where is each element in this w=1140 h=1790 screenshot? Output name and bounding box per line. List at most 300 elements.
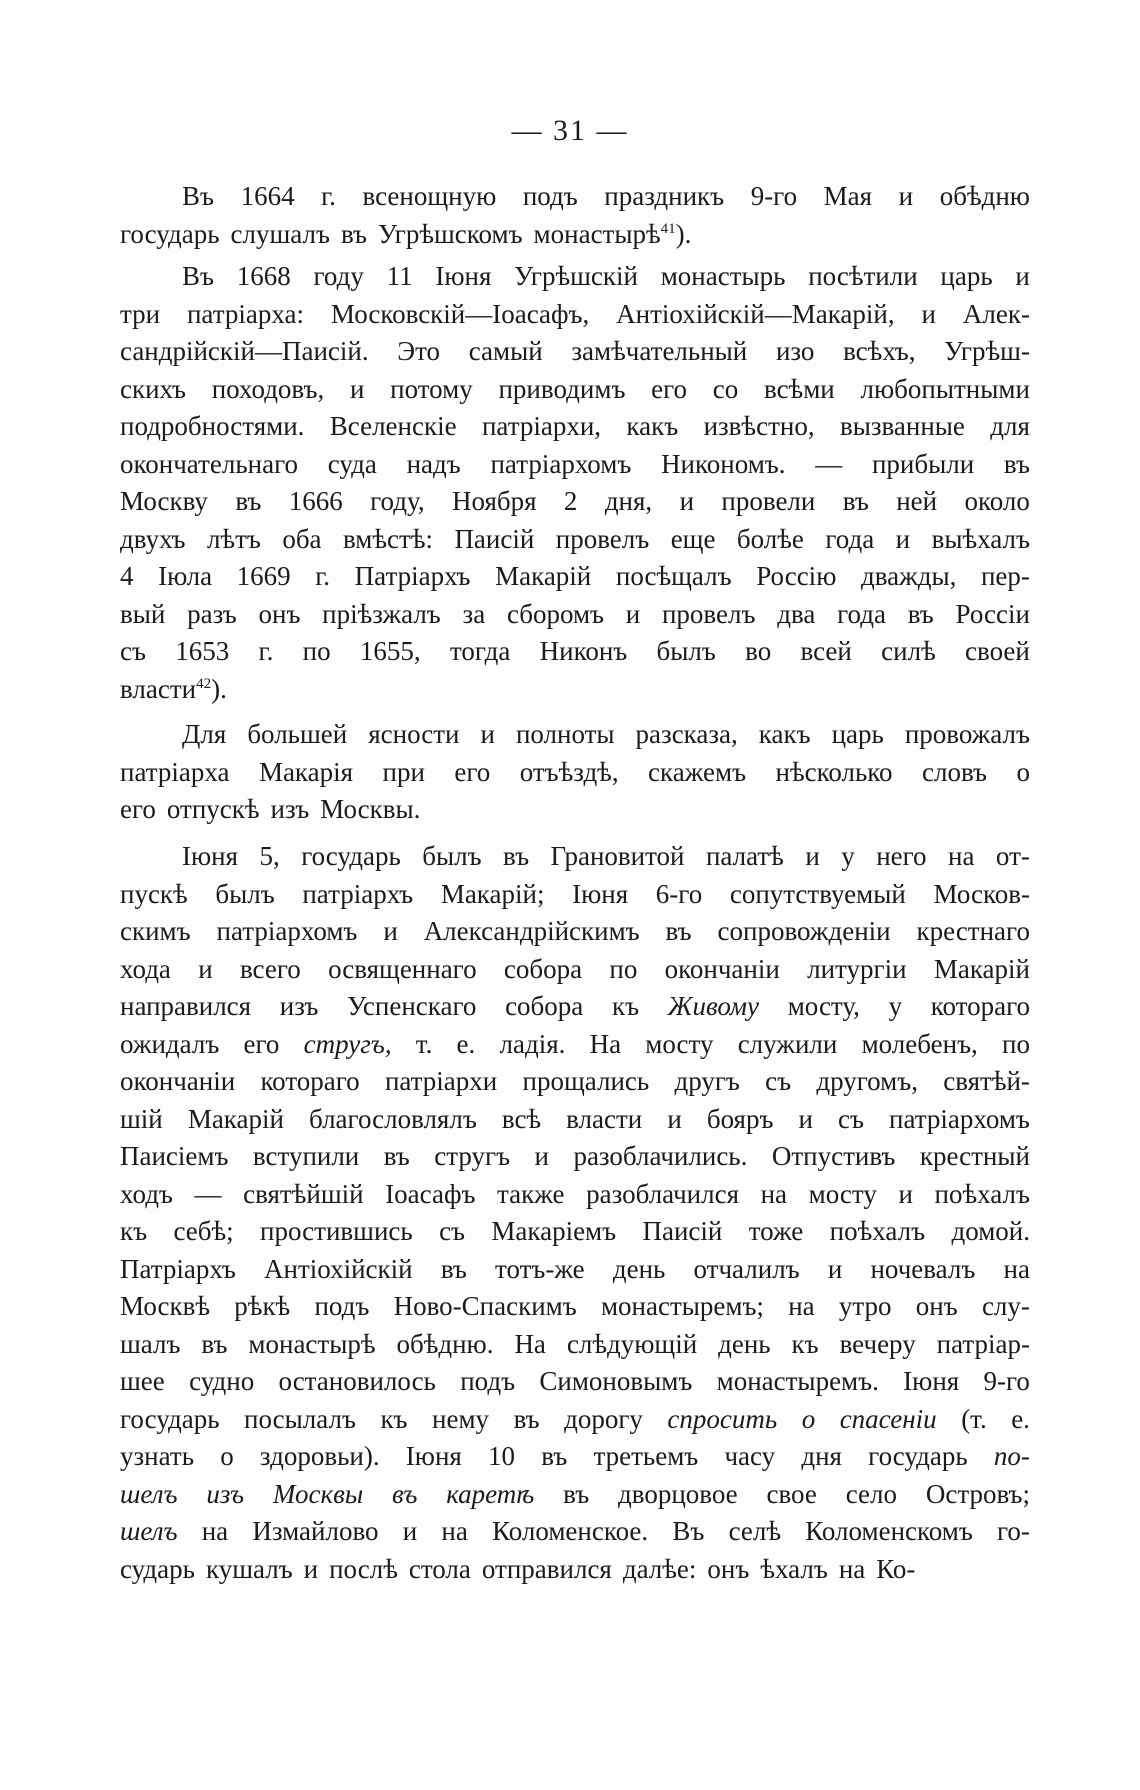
italic-word: по- xyxy=(993,1441,1030,1471)
word: по xyxy=(609,953,638,984)
text-line xyxy=(120,178,1030,216)
word: сударь xyxy=(120,1553,195,1584)
word: два xyxy=(777,598,816,629)
word: служили xyxy=(737,1028,838,1059)
word: провожалъ xyxy=(904,719,1030,749)
text-line xyxy=(120,988,1030,1026)
word: Въ xyxy=(182,181,214,211)
word: всѣ xyxy=(501,1103,542,1134)
word: 1669 xyxy=(236,561,291,591)
word: прибыли xyxy=(871,448,975,479)
word: отъѣздѣ, xyxy=(519,756,619,787)
word: ѣхалъ xyxy=(760,1553,828,1584)
word: изъ xyxy=(270,794,310,824)
text-line xyxy=(120,1288,1030,1326)
word: со xyxy=(712,373,739,404)
word: дорогу xyxy=(564,1403,643,1434)
italic-word: Москвы xyxy=(272,1478,364,1509)
word: и xyxy=(921,298,936,329)
word: освященнаго xyxy=(328,953,477,984)
word: день xyxy=(718,1328,771,1359)
word: на xyxy=(838,1553,866,1584)
word: ходъ xyxy=(120,1178,173,1209)
word: государь xyxy=(120,218,220,249)
text-line xyxy=(120,838,1030,876)
word: 1666 xyxy=(288,486,343,516)
word: дважды, xyxy=(860,561,957,591)
word: — xyxy=(815,448,843,479)
word: е. xyxy=(1011,1403,1030,1434)
text-line xyxy=(120,296,1030,334)
word: въ xyxy=(235,486,262,516)
word: посѣщалъ xyxy=(615,561,732,591)
text-line xyxy=(120,1401,1030,1439)
footnote-ref: 42 xyxy=(196,675,212,692)
word: извѣстно, xyxy=(703,411,815,441)
paragraph-1 xyxy=(120,178,1030,253)
word: Патріархъ xyxy=(354,561,471,591)
italic-word: о xyxy=(801,1403,816,1434)
word: своей xyxy=(965,636,1030,666)
word: отчалилъ xyxy=(693,1253,800,1284)
word: суда xyxy=(327,448,377,479)
text-line xyxy=(120,1513,1030,1551)
word: — xyxy=(194,1178,222,1209)
word: патріар- xyxy=(936,1328,1030,1359)
word: 5, xyxy=(259,841,280,871)
italic-word: стругъ, xyxy=(303,1028,392,1059)
word: монастырь xyxy=(660,261,786,291)
word: государь xyxy=(120,1403,220,1434)
word: Іюня xyxy=(405,1441,462,1471)
word: въ xyxy=(513,1403,540,1434)
text-line xyxy=(120,951,1030,989)
word: домой. xyxy=(951,1216,1030,1246)
italic-word: шелъ xyxy=(120,1478,178,1509)
paragraph-2 xyxy=(120,258,1030,708)
word: сопутствуемый xyxy=(729,878,906,909)
word: всенощную xyxy=(362,181,497,211)
word: 4 xyxy=(120,561,134,591)
word: Россію xyxy=(756,561,837,591)
word: дня xyxy=(801,1441,842,1471)
word: Ново-Спаскимъ xyxy=(393,1291,577,1321)
word: разъ xyxy=(187,598,237,629)
word: вмѣстѣ: xyxy=(343,523,433,554)
word: поѣхалъ xyxy=(934,1178,1030,1209)
word: 2 xyxy=(563,486,578,516)
word: Отпустивъ xyxy=(771,1141,896,1171)
word: 1668 xyxy=(236,261,291,291)
word: Островъ; xyxy=(925,1478,1030,1509)
word: нѣсколько xyxy=(775,756,893,787)
word: слушалъ xyxy=(230,218,330,249)
word: тогда xyxy=(449,636,511,666)
word: Макарій xyxy=(933,953,1030,984)
word: года xyxy=(837,598,886,629)
word: ясности xyxy=(368,719,460,749)
word: онъ xyxy=(258,598,301,629)
word: мосту xyxy=(645,1028,714,1059)
text-line xyxy=(120,333,1030,371)
word: въ xyxy=(1003,448,1030,479)
word: и xyxy=(667,1103,682,1134)
word: хода xyxy=(120,953,171,984)
word: узнать xyxy=(120,1441,195,1471)
word: Грановитой xyxy=(550,841,685,871)
word: былъ xyxy=(656,636,716,666)
text-line xyxy=(120,1551,1030,1589)
word: Симоновымъ xyxy=(539,1366,693,1396)
text-line xyxy=(120,633,1030,671)
word: болѣе xyxy=(736,523,804,554)
word: Никонъ xyxy=(539,636,628,666)
word: часу xyxy=(724,1441,776,1471)
word: шій xyxy=(120,1103,163,1134)
word: Макарій; xyxy=(440,878,545,909)
word: и xyxy=(349,373,365,404)
word: патріархъ xyxy=(302,878,414,909)
word: Іюня xyxy=(903,1366,960,1396)
text-line xyxy=(120,1213,1030,1251)
word: провели xyxy=(721,486,816,516)
word: ладія. xyxy=(499,1028,566,1059)
word: Александрійскимъ xyxy=(423,916,640,946)
word: и xyxy=(625,598,641,629)
word: Москов- xyxy=(933,878,1030,909)
word: Антіохійскій—Макарій, xyxy=(616,298,895,329)
word: къ xyxy=(791,1328,819,1359)
word: онъ xyxy=(915,1291,958,1321)
word: на xyxy=(788,1291,815,1321)
word: другъ xyxy=(674,1066,740,1096)
word: на xyxy=(201,1516,229,1546)
word: къ xyxy=(611,991,640,1021)
word: Въ xyxy=(182,261,214,291)
word: окончаніи xyxy=(664,953,780,984)
text-line xyxy=(120,876,1030,914)
text-line xyxy=(120,371,1030,409)
word: нему xyxy=(432,1403,490,1434)
word: его xyxy=(651,373,688,404)
word: власти$^{42}$). xyxy=(120,673,227,704)
word: Макарій xyxy=(187,1103,284,1134)
word: государь xyxy=(301,841,401,871)
word: бояръ xyxy=(706,1103,774,1134)
word: у xyxy=(888,991,903,1021)
word: Іюня xyxy=(435,261,492,291)
word: утро xyxy=(838,1291,892,1321)
italic-word: спасеніи xyxy=(839,1403,937,1434)
word: село xyxy=(845,1478,897,1509)
word: подробностями. xyxy=(120,411,305,441)
text-line xyxy=(120,791,1030,829)
word: патріархомъ xyxy=(490,448,632,479)
word: кушалъ xyxy=(205,1553,293,1584)
word: Вселенскіе xyxy=(329,411,457,441)
italic-word: изъ xyxy=(206,1478,245,1509)
word: Антіохійскій xyxy=(264,1253,413,1284)
italic-word: въ xyxy=(391,1478,418,1509)
word: былъ xyxy=(215,878,275,909)
word: замѣчательный xyxy=(571,336,748,366)
word: палатѣ xyxy=(705,841,784,871)
word: въ xyxy=(907,598,934,629)
word: т. xyxy=(415,1028,433,1059)
paragraph-3 xyxy=(120,716,1030,829)
word: и xyxy=(303,1553,319,1584)
word: въ xyxy=(842,486,869,516)
word: святѣй- xyxy=(943,1066,1030,1096)
word: собора xyxy=(503,953,583,984)
word: и xyxy=(898,181,914,211)
word: подъ xyxy=(522,181,578,211)
word: царь xyxy=(831,719,884,749)
word: всѣми xyxy=(763,373,835,404)
word: обѣдню. xyxy=(396,1328,494,1359)
word: Москвѣ xyxy=(120,1291,211,1321)
word: пер- xyxy=(980,561,1030,591)
word: праздникъ xyxy=(604,181,725,211)
word: патріархомъ xyxy=(216,916,358,946)
text-line xyxy=(120,1363,1030,1401)
word: около xyxy=(964,486,1030,516)
word: Алек- xyxy=(962,298,1030,329)
word: Іюня xyxy=(572,878,629,909)
word: разоблачились. xyxy=(573,1141,748,1171)
text-line xyxy=(120,671,1030,709)
word: еще xyxy=(670,523,716,554)
word: лѣтъ xyxy=(206,523,261,554)
word: 11 xyxy=(386,261,413,291)
word: Паисій xyxy=(454,523,535,554)
word: въ xyxy=(201,1328,228,1359)
word: разоблачился xyxy=(586,1178,739,1209)
word: окончательнаго xyxy=(120,448,298,479)
word: провелъ xyxy=(555,523,650,554)
word: и xyxy=(383,916,398,946)
word: здоровьи). xyxy=(259,1441,380,1471)
word: любопытными xyxy=(860,373,1030,404)
word: поѣхалъ xyxy=(829,1216,926,1246)
word: молебенъ, xyxy=(861,1028,978,1059)
word: въ xyxy=(503,841,530,871)
word: 1664 xyxy=(240,181,295,211)
word: на xyxy=(1003,1253,1030,1284)
word: походовъ, xyxy=(211,373,325,404)
text-line xyxy=(120,1251,1030,1289)
word: и xyxy=(805,841,820,871)
word: от- xyxy=(995,841,1030,871)
word: во xyxy=(745,636,772,666)
word: отправился xyxy=(481,1553,612,1584)
word: Для xyxy=(182,719,227,749)
word: двухъ xyxy=(120,523,186,554)
word: го- xyxy=(997,1516,1030,1546)
word: рѣкѣ xyxy=(234,1291,291,1321)
word: шее xyxy=(120,1366,165,1396)
word: въ xyxy=(563,1478,590,1509)
text-line xyxy=(120,258,1030,296)
word: него xyxy=(876,841,927,871)
word: монастыремъ; xyxy=(600,1291,764,1321)
word: е. xyxy=(456,1028,476,1059)
word: за xyxy=(462,598,486,629)
footnote-ref: 41 xyxy=(660,220,676,237)
word: Россіи xyxy=(955,598,1030,629)
word: у xyxy=(841,841,855,871)
page-number: — 31 — xyxy=(511,114,629,147)
word: дня, xyxy=(604,486,653,516)
paragraph-4 xyxy=(120,838,1030,1588)
word: о xyxy=(1016,756,1030,787)
word: котораго xyxy=(260,1066,360,1096)
text-line xyxy=(120,1438,1030,1476)
word: крестный xyxy=(919,1141,1030,1171)
word: какъ xyxy=(758,719,811,749)
word: пускѣ xyxy=(120,878,188,909)
text-line xyxy=(120,596,1030,634)
word: дворцовое xyxy=(618,1478,738,1509)
word: г. xyxy=(321,181,336,211)
word: посылалъ xyxy=(244,1403,356,1434)
word: Ноября xyxy=(451,486,537,516)
text-line xyxy=(120,1063,1030,1101)
word: котораго xyxy=(930,991,1030,1021)
word: скажемъ xyxy=(648,756,747,787)
word: при xyxy=(382,756,425,787)
word: Паисій xyxy=(642,1216,723,1246)
text-line xyxy=(120,716,1030,754)
word: ожидалъ xyxy=(120,1028,220,1059)
word: святѣйшій xyxy=(243,1178,364,1209)
word: собора xyxy=(505,991,584,1021)
word: Іоасафъ xyxy=(385,1178,476,1209)
word: государь xyxy=(868,1441,968,1471)
word: окончаніи xyxy=(120,1066,236,1096)
word: Московскій—Іоасафъ, xyxy=(330,298,590,329)
word: селѣ xyxy=(728,1516,782,1546)
word: съ xyxy=(838,1103,864,1134)
word: монастыремъ. xyxy=(716,1366,879,1396)
word: года xyxy=(825,523,875,554)
word: подъ xyxy=(460,1366,516,1396)
word: Макарій xyxy=(495,561,592,591)
word: всей xyxy=(800,636,852,666)
word: къ xyxy=(120,1216,148,1246)
word: день xyxy=(612,1253,666,1284)
word: патріархи, xyxy=(481,411,602,441)
word: его xyxy=(454,756,491,787)
word: патріархи xyxy=(384,1066,498,1096)
word: 6-го xyxy=(655,878,703,909)
word: г. xyxy=(315,561,331,591)
word: Измайлово xyxy=(252,1516,379,1546)
word: третьемъ xyxy=(593,1441,699,1471)
word: и xyxy=(1015,261,1030,291)
word: оба xyxy=(282,523,322,554)
word: пріѣзжалъ xyxy=(322,598,441,629)
text-line xyxy=(120,216,1030,254)
word: въ xyxy=(383,1141,410,1171)
word: Коломенскомъ xyxy=(805,1516,973,1546)
word: Москву xyxy=(120,486,208,516)
word: обѣдню xyxy=(939,181,1030,211)
word: и xyxy=(402,1516,418,1546)
word: съ xyxy=(439,1216,466,1246)
word: Москвы. xyxy=(320,794,421,824)
word: по xyxy=(302,636,331,666)
word: 9-го xyxy=(983,1366,1030,1396)
word: скимъ xyxy=(120,916,191,946)
text-line xyxy=(120,754,1030,792)
italic-word: Живому xyxy=(667,991,760,1021)
word: власти xyxy=(566,1103,643,1134)
word: ней xyxy=(896,486,938,516)
word: и xyxy=(895,523,911,554)
text-line xyxy=(120,483,1030,521)
word: въ xyxy=(340,218,367,249)
word: 10 xyxy=(488,1441,516,1471)
word: Ко- xyxy=(876,1553,916,1584)
word: отпускѣ xyxy=(166,794,260,824)
word: монастырѣ$^{41}$). xyxy=(533,218,692,249)
word: силѣ xyxy=(881,636,936,666)
word: прощались xyxy=(522,1066,650,1096)
word: крестнаго xyxy=(916,916,1030,946)
text-line xyxy=(120,1101,1030,1139)
word: На xyxy=(514,1328,546,1359)
word: году xyxy=(313,261,364,291)
word: сборомъ xyxy=(506,598,605,629)
word: патріархомъ xyxy=(889,1103,1030,1134)
word: на xyxy=(948,841,975,871)
word: 1655, xyxy=(359,636,421,666)
word: въ xyxy=(541,1441,568,1471)
word: съ xyxy=(120,636,146,666)
word: изо xyxy=(775,336,815,366)
word: Макарія xyxy=(258,756,354,787)
word: Въ xyxy=(672,1516,705,1546)
word: 1653 xyxy=(175,636,230,666)
word: вый xyxy=(120,598,166,629)
word: скихъ xyxy=(120,373,186,404)
word: Успенскаго xyxy=(347,991,477,1021)
word: Паисіемъ xyxy=(120,1141,229,1171)
word: Патріархъ xyxy=(120,1253,236,1284)
word: и xyxy=(679,486,695,516)
word: направился xyxy=(120,991,252,1021)
word: стола xyxy=(408,1553,471,1584)
word: Макаріемъ xyxy=(491,1216,617,1246)
word: патріарха: xyxy=(186,298,304,329)
word: его xyxy=(120,794,156,824)
word: Коломенское. xyxy=(492,1516,649,1546)
word: Іюня xyxy=(182,841,239,871)
word: Мая xyxy=(823,181,873,211)
word: Угрѣшскомъ xyxy=(378,218,523,249)
word: и xyxy=(798,1103,813,1134)
word: большей xyxy=(247,719,348,749)
italic-word: шелъ xyxy=(120,1516,178,1546)
word: г. xyxy=(258,636,274,666)
italic-word: спросить xyxy=(667,1403,778,1434)
word: выѣхалъ xyxy=(931,523,1030,554)
word: Это xyxy=(397,336,441,366)
word: и xyxy=(898,1178,913,1209)
word: разсказа, xyxy=(635,719,738,749)
word: какъ xyxy=(626,411,679,441)
